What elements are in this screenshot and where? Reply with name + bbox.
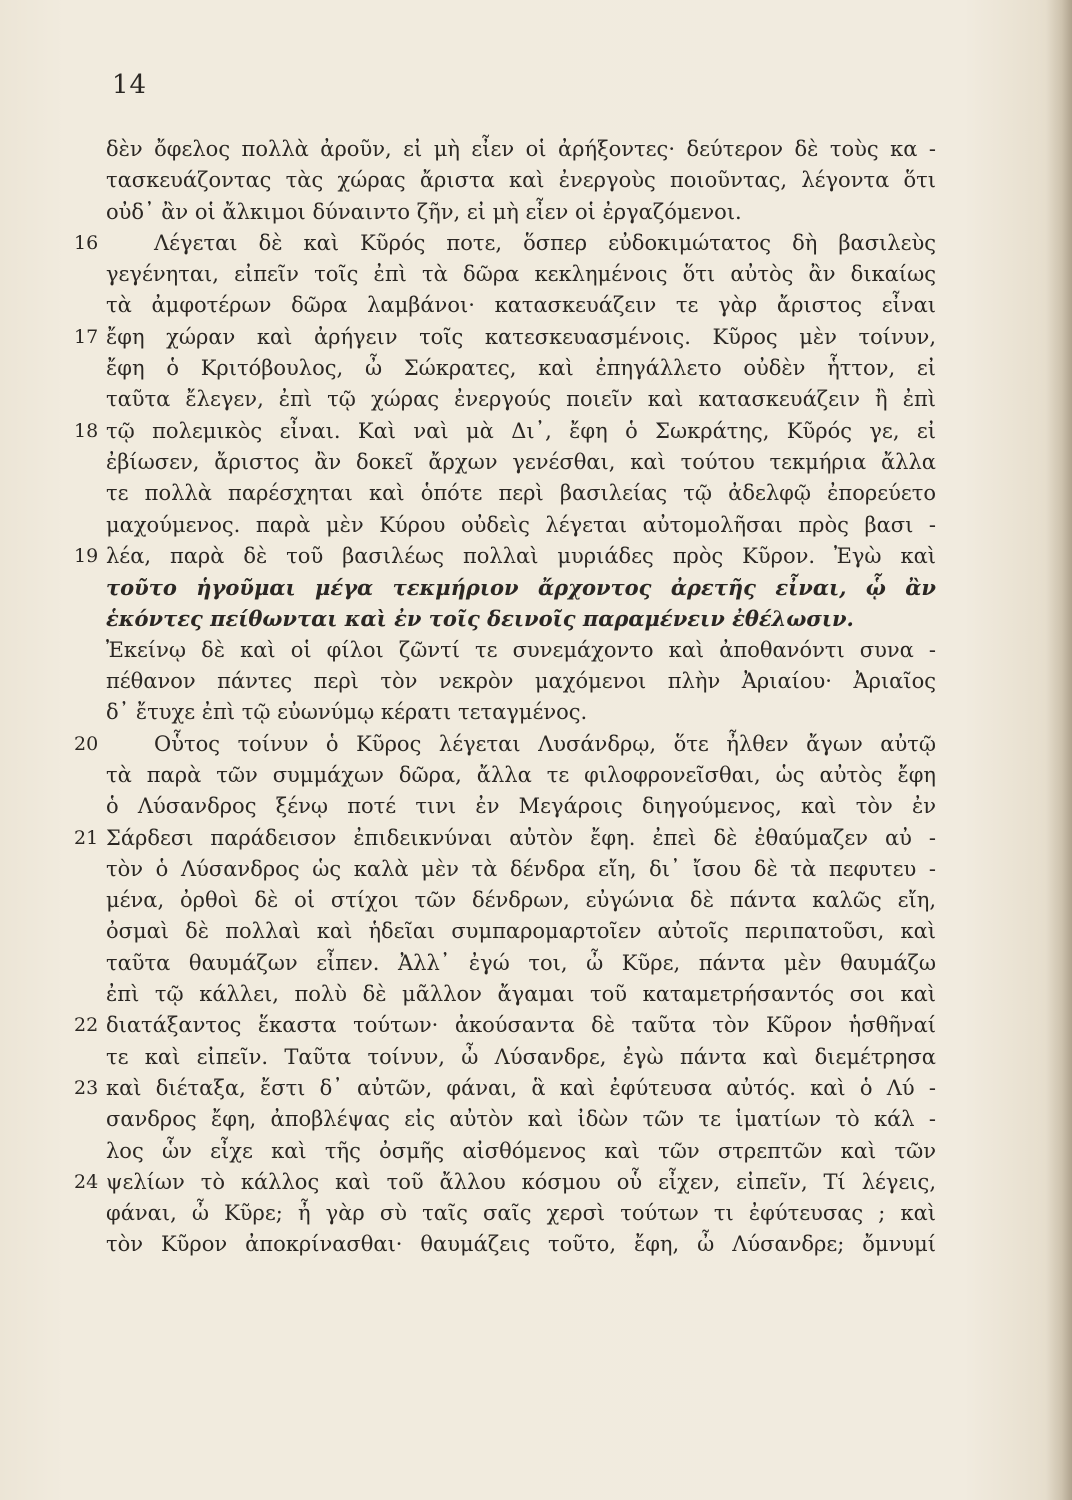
text-line: πέθανον πάντες περὶ τὸν νεκρὸν μαχόμενοι πλὴν Ἀριαίου· Ἀριαῖος — [106, 669, 936, 694]
main-text — [106, 134, 936, 1261]
text-line: τὰ ἀμφοτέρων δῶρα λαμβάνοι· κατασκευάζειν τε γὰρ ἄριστος εἶναι — [106, 293, 936, 318]
text-line: δ᾽ ἔτυχε ἐπὶ τῷ εὐωνύμῳ κέρατι τεταγμένος. — [106, 700, 588, 725]
text-line: τοῦτο ἡγοῦμαι μέγα τεκμήριον ἄρχοντος ἀρετῆς εἶναι, ᾧ ἂν — [106, 575, 936, 601]
text-line: τῷ πολεμικὸς εἶναι. Καὶ ναὶ μὰ Δι᾽, ἔφη ὁ Σωκράτης, Κῦρός γε, εἰ — [106, 418, 936, 443]
text-line: ἑκόντες πείθωνται καὶ ἐν τοῖς δεινοῖς παραμένειν ἐθέλωσιν. — [106, 606, 854, 632]
text-line: ταῦτα ἔλεγεν, ἐπὶ τῷ χώρας ἐνεργούς ποιεῖν καὶ κατασκευάζειν ἢ ἐπὶ — [106, 387, 936, 412]
text-line: λος ὧν εἶχε καὶ τῆς ὀσμῆς αἰσθόμενος καὶ τῶν στρεπτῶν καὶ τῶν — [106, 1138, 936, 1163]
text-line: λέα, παρὰ δὲ τοῦ βασιλέως πολλαὶ μυριάδες πρὸς Κῦρον. Ἐγὼ καὶ — [106, 543, 936, 568]
text-line: ὁ Λύσανδρος ξένῳ ποτέ τινι ἐν Μεγάροις διηγούμενος, καὶ τὸν ἐν — [106, 794, 936, 819]
text-line: Λέγεται δὲ καὶ Κῦρός ποτε, ὅσπερ εὐδοκιμώτατος δὴ βασιλεὺς — [154, 230, 936, 255]
text-line: ἐπὶ τῷ κάλλει, πολὺ δὲ μᾶλλον ἄγαμαι τοῦ καταμετρήσαντός σοι καὶ — [106, 982, 936, 1007]
page-number: 14 — [112, 70, 148, 100]
text-line: Σάρδεσι παράδεισον ἐπιδεικνύναι αὐτὸν ἔφη. ἐπεὶ δὲ ἐθαύμαζεν αὐ - — [106, 825, 936, 850]
page-spine-shadow — [1046, 0, 1072, 1500]
text-line: τασκευάζοντας τὰς χώρας ἄριστα καὶ ἐνεργοὺς ποιοῦντας, λέγοντα ὅτι — [106, 168, 936, 193]
text-line: τὸν ὁ Λύσανδρος ὡς καλὰ μὲν τὰ δένδρα εἴη, δι᾽ ἴσου δὲ τὰ πεφυτευ - — [106, 856, 936, 881]
section-number: 18 — [74, 419, 99, 442]
text-line: μένα, ὀρθοὶ δὲ οἱ στίχοι τῶν δένδρων, εὐγώνια δὲ πάντα καλῶς εἴη, — [106, 888, 936, 913]
text-line: μαχούμενος. παρὰ μὲν Κύρου οὐδεὶς λέγεται αὐτομολῆσαι πρὸς βασι - — [106, 512, 936, 537]
text-line: ψελίων τὸ κάλλος καὶ τοῦ ἄλλου κόσμου οὗ εἶχεν, εἰπεῖν, Τί λέγεις, — [106, 1169, 936, 1194]
text-line: τὰ παρὰ τῶν συμμάχων δῶρα, ἄλλα τε φιλοφρονεῖσθαι, ὡς αὐτὸς ἔφη — [106, 762, 936, 787]
text-line: φάναι, ὦ Κῦρε; ἦ γὰρ σὺ ταῖς σαῖς χερσὶ τούτων τι ἐφύτευσας ; καὶ — [106, 1201, 936, 1226]
text-line: διατάξαντος ἕκαστα τούτων· ἀκούσαντα δὲ ταῦτα τὸν Κῦρον ἡσθῆναί — [106, 1013, 936, 1038]
text-line: ἔφη ὁ Κριτόβουλος, ὦ Σώκρατες, καὶ ἐπηγάλλετο οὐδὲν ἧττον, εἰ — [106, 356, 936, 381]
text-line: γεγένηται, εἰπεῖν τοῖς ἐπὶ τὰ δῶρα κεκλημένοις ὅτι αὐτὸς ἂν δικαίως — [106, 262, 936, 287]
section-number: 22 — [74, 1014, 99, 1037]
text-line: ὀσμαὶ δὲ πολλαὶ καὶ ἡδεῖαι συμπαρομαρτοῖεν αὐτοῖς περιπατοῦσι, καὶ — [106, 919, 936, 944]
text-line: ἐβίωσεν, ἄριστος ἂν δοκεῖ ἄρχων γενέσθαι, καὶ τούτου τεκμήρια ἄλλα — [106, 449, 936, 474]
text-line: καὶ διέταξα, ἔστι δ᾽ αὐτῶν, φάναι, ἃ καὶ ἐφύτευσα αὐτός. καὶ ὁ Λύ - — [106, 1075, 936, 1100]
section-number: 24 — [74, 1170, 99, 1193]
text-line: τὸν Κῦρον ἀποκρίνασθαι· θαυμάζεις τοῦτο, ἔφη, ὦ Λύσανδρε; ὄμνυμί — [106, 1232, 936, 1257]
text-line: ταῦτα θαυμάζων εἶπεν. Ἀλλ᾽ ἐγώ τοι, ὦ Κῦρε, πάντα μὲν θαυμάζω — [106, 950, 936, 975]
section-number: 19 — [74, 544, 99, 567]
text-line: οὐδ᾽ ἂν οἱ ἄλκιμοι δύναιντο ζῆν, εἰ μὴ εἶεν οἱ ἐργαζόμενοι. — [106, 199, 742, 224]
section-number: 23 — [74, 1077, 99, 1099]
text-line: Οὗτος τοίνυν ὁ Κῦρος λέγεται Λυσάνδρῳ, ὅτε ἦλθεν ἄγων αὐτῷ — [154, 731, 936, 756]
section-number: 17 — [74, 325, 99, 348]
text-line: σανδρος ἔφη, ἀποβλέψας εἰς αὐτὸν καὶ ἰδὼν τῶν τε ἱματίων τὸ κάλ - — [106, 1107, 936, 1132]
section-number: 20 — [74, 732, 99, 755]
section-number: 16 — [74, 231, 99, 254]
text-line: Ἐκείνῳ δὲ καὶ οἱ φίλοι ζῶντί τε συνεμάχοντο καὶ ἀποθανόντι συνα - — [106, 637, 936, 662]
text-line: τε καὶ εἰπεῖν. Ταῦτα τοίνυν, ὦ Λύσανδρε, ἐγὼ πάντα καὶ διεμέτρησα — [106, 1044, 936, 1069]
text-line: τε πολλὰ παρέσχηται καὶ ὁπότε περὶ βασιλείας τῷ ἀδελφῷ ἐπορεύετο — [106, 481, 936, 506]
text-line: ἔφη χώραν καὶ ἀρήγειν τοῖς κατεσκευασμένοις. Κῦρος μὲν τοίνυν, — [106, 324, 936, 349]
text-line: δὲν ὄφελος πολλὰ ἀροῦν, εἰ μὴ εἶεν οἱ ἀρήξοντες· δεύτερον δὲ τοὺς κα - — [106, 137, 936, 161]
section-number: 21 — [74, 826, 99, 849]
